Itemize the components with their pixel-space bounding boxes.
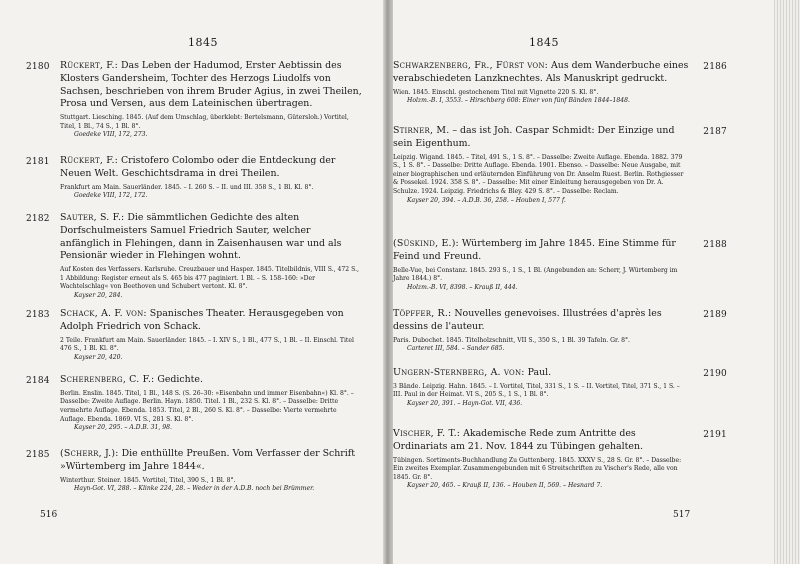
entry-2186 bbox=[393, 60, 727, 106]
entry-title bbox=[393, 308, 689, 334]
entry-author: Schwarzenberg, Fr., Fürst von: bbox=[393, 60, 549, 71]
entry-author: (Süskind, E.): bbox=[393, 238, 459, 249]
entry-title-text: Spanisches Theater. Herausgegeben von Adolph Friedrich von Schack. bbox=[60, 308, 344, 332]
entry-number: 2181 bbox=[26, 157, 50, 167]
entry-number: 2185 bbox=[26, 450, 50, 460]
left-page-number: 516 bbox=[40, 510, 58, 520]
entry-title-text: Die sämmtlichen Gedichte des alten Dorfschulmeisters Samuel Friedrich Sauter, welcher anfänglich in Flehingen, dann in Zaisenhausen war und als Pensionär wieder in Flehingen wohnt. bbox=[60, 212, 342, 262]
entry-meta: Frankfurt am Main. Sauerländer. 1845. – I. 260 S. – II. und III. 358 S., 1 Bl. Kl. 8°. bbox=[60, 183, 314, 191]
entry-author: Vischer, F. T.: bbox=[393, 428, 461, 439]
entry-refs: Kayser 20, 465. – Krauß II, 136. – Houben II, 569. – Hesnard 7. bbox=[407, 482, 603, 490]
entry-2188 bbox=[393, 238, 727, 292]
entry-title-text: Cristofero Colombo oder die Entdeckung der Neuen Welt. Geschichtsdrama in drei Theilen. bbox=[60, 155, 336, 179]
entry-meta: Paris. Dubochet. 1845. Titelholzschnitt, VII S., 350 S., 1 Bl. 39 Tafeln. Gr. 8°. bbox=[393, 336, 630, 344]
entry-refs: Kayser 20, 284. bbox=[74, 291, 123, 299]
entry-number: 2191 bbox=[703, 430, 727, 440]
entry-2182 bbox=[26, 212, 363, 301]
right-page bbox=[393, 0, 800, 564]
right-page-year: 1845 bbox=[529, 36, 559, 49]
entry-meta: 2 Teile. Frankfurt am Main. Sauerländer. 1845. – I. XIV S., 1 Bl., 477 S., 1 Bl. – II. Einschl. Titel 476 S., 1 Bl. Kl. 8°. bbox=[60, 336, 354, 353]
entry-meta: Leipzig. Wigand. 1845. – Titel, 491 S., 1 S. 8°. – Dasselbe: Zweite Auflage. Ebenda. 1882. 379 S., 1 S. 8°. – Dasselbe: Dritte Auflage. Ebenda. 1901. Ebenso. – Dasselbe: Neue Ausgabe, mit einer biographischen und erläuternden Einführung von Dr. Anselm Ruest. Berlin. Rothgiesser & Possekel. 1924. 358 S. 8°. – Dasselbe: Mit einer Einleitung herausgegeben von Dr. A. Schulze. 1924. Leipzig. Friedrichs & Bley. 429 S. 8°. – Dasselbe: Reclam. bbox=[393, 153, 684, 195]
entry-number: 2180 bbox=[26, 62, 50, 72]
entry-meta: Tübingen. Sortiments-Buchhandlung Zu Guttenberg. 1845. XXXV S., 28 S. Gr. 8°. – Dasselbe: Ein zweites Exemplar. Zusammengebunden mit 6 Streitschriften zu Vischer's Rede, alle von 1845. Gr. 8°. bbox=[393, 456, 682, 481]
entry-meta: 3 Bände. Leipzig. Hahn. 1845. – I. Vortitel, Titel, 331 S., 1 S. – II. Vortitel, Titel, 371 S., 1 S. – III. Paul in der Heimat. VI S., 205 S., 1 S., 1 Bl. 8°. bbox=[393, 382, 680, 399]
entry-author: (Scherr, J.): bbox=[60, 448, 119, 459]
entry-title bbox=[60, 308, 363, 334]
entry-2181 bbox=[26, 155, 363, 201]
entry-refs: Kayser 20, 295. – A.D.B. 31, 98. bbox=[74, 424, 172, 432]
entry-2184 bbox=[26, 374, 363, 433]
entry-title-text: Gedichte. bbox=[157, 374, 203, 385]
entry-refs: Kayser 20, 420. bbox=[74, 353, 123, 361]
entry-title bbox=[60, 212, 363, 263]
entry-2189 bbox=[393, 308, 727, 354]
entry-meta: Auf Kosten des Verfassers. Karlsruhe. Creuzbauer und Hasper. 1845. Titelbildnis, VIII S., 472 S., 1 Abbildung: Register erneut als S. 465 bis 477 paginiert. 1 Bl. – S. 158–160: »Der Wachtelschlag« von Beethoven und Schubert vertont. Kl. 8°. bbox=[60, 266, 359, 291]
entry-title-text: Würtemberg im Jahre 1845. Eine Stimme für Feind und Freund. bbox=[393, 238, 676, 262]
entry-refs: Goedeke VIII, 172, 172. bbox=[74, 192, 148, 200]
entry-author: Rückert, F.: bbox=[60, 155, 119, 166]
entry-title bbox=[393, 125, 689, 151]
entry-2183 bbox=[26, 308, 363, 362]
entry-refs: Kayser 20, 394. – A.D.B. 36, 258. – Houben I, 577 f. bbox=[407, 196, 566, 204]
entry-title bbox=[60, 374, 363, 387]
entry-number: 2184 bbox=[26, 376, 50, 386]
left-page-year: 1845 bbox=[188, 36, 218, 49]
entry-title bbox=[393, 60, 689, 86]
entry-title bbox=[60, 448, 363, 474]
entry-2191 bbox=[393, 428, 727, 491]
entry-title bbox=[393, 428, 689, 454]
book-gutter bbox=[383, 0, 393, 564]
entry-refs: Hayn-Got. VI, 288. – Klinke 224, 28. – Weder in der A.D.B. noch bei Brümmer. bbox=[74, 485, 315, 493]
entry-number: 2189 bbox=[703, 310, 727, 320]
entry-title-text: Die enthüllte Preußen. Vom Verfasser der Schrift »Würtemberg im Jahre 1844«. bbox=[60, 448, 356, 472]
entry-meta: Belle-Vue, bei Constanz. 1845. 293 S., 1 S., 1 Bl. (Angebunden an: Scherr, J. Würtemberg im Jahre 1844.) 8°. bbox=[393, 266, 678, 283]
entry-title bbox=[393, 367, 689, 380]
entry-meta: Wien. 1845. Einschl. gestochenem Titel mit Vignette 220 S. Kl. 8°. bbox=[393, 88, 599, 96]
entry-author: Stirner, M. bbox=[393, 125, 450, 136]
entry-title bbox=[393, 238, 689, 264]
entry-title-text: – das ist Joh. Caspar Schmidt: Der Einzige und sein Eigenthum. bbox=[393, 125, 675, 149]
entry-author: Schack, A. F. von: bbox=[60, 308, 147, 319]
entry-meta: Winterthur. Steiner. 1845. Vortitel, Titel, 390 S., 1 Bl. 8°. bbox=[60, 476, 236, 484]
entry-meta: Berlin. Enslin. 1845. Titel, 1 Bl., 148 S. (S. 26–30: »Eisenbahn und immer Eisenbahn«) Kl. 8°. – Dasselbe: Zweite Auflage. Berlin. Hayn. 1850. Titel. 1 Bl., 232 S. Kl. 8°. – Dasselbe: Dritte vermehrte Auflage. Ebenda. 1853. Titel, 2 Bl., 260 S. Kl. 8°. – Dasselbe: Vierte vermehrte Auflage. Ebenda. 1869. VI S., 281 S. Kl. 8°. bbox=[60, 389, 354, 423]
right-page-number: 517 bbox=[673, 510, 691, 520]
entry-number: 2190 bbox=[703, 369, 727, 379]
entry-number: 2186 bbox=[703, 62, 727, 72]
left-page bbox=[0, 0, 383, 564]
entry-2185 bbox=[26, 448, 363, 494]
entry-author: Scherenberg, C. F.: bbox=[60, 374, 155, 385]
entry-title-text: Aus dem Wanderbuche eines verabschiedeten Lanzknechtes. Als Manuskript gedruckt. bbox=[393, 60, 689, 84]
entry-title-text: Das Leben der Hadumod, Erster Aebtissin des Klosters Gandersheim, Tochter des Herzogs Liudolfs von Sachsen, beschrieben von ihrem Bruder Agius, in zwei Theilen, Prosa und Versen, aus dem Lateinischen übertragen. bbox=[60, 60, 362, 110]
entry-title bbox=[60, 155, 363, 181]
entry-author: Sauter, S. F.: bbox=[60, 212, 125, 223]
entry-author: Rückert, F.: bbox=[60, 60, 119, 71]
entry-title-text: Nouvelles genevoises. Illustrées d'après les dessins de l'auteur. bbox=[393, 308, 662, 332]
entry-2180 bbox=[26, 60, 363, 140]
entry-number: 2182 bbox=[26, 214, 50, 224]
entry-2187 bbox=[393, 125, 727, 205]
page-edge-shadow bbox=[774, 0, 800, 564]
entry-refs: Carteret III, 584. – Sander 685. bbox=[407, 345, 505, 353]
entry-refs: Holzm.-B. VI, 8398. – Krauß II, 444. bbox=[407, 283, 518, 291]
entry-title bbox=[60, 60, 363, 111]
entry-title-text: Paul. bbox=[527, 367, 552, 378]
entry-number: 2188 bbox=[703, 240, 727, 250]
entry-author: Ungern-Sternberg, A. von: bbox=[393, 367, 525, 378]
entry-author: Töpffer, R.: bbox=[393, 308, 452, 319]
entry-2190 bbox=[393, 367, 727, 409]
entry-refs: Kayser 20, 391. – Hayn-Got. VII, 436. bbox=[407, 399, 523, 407]
entry-title-text: Akademische Rede zum Antritte des Ordinariats am 21. Nov. 1844 zu Tübingen gehalten. bbox=[393, 428, 643, 452]
entry-number: 2183 bbox=[26, 310, 50, 320]
entry-refs: Goedeke VIII, 172, 273. bbox=[74, 131, 148, 139]
entry-number: 2187 bbox=[703, 127, 727, 137]
entry-meta: Stuttgart. Liesching. 1845. (Auf dem Umschlag, überklebt: Bertelsmann, Gütersloh.) Vortitel, Titel, 1 Bl., 74 S., 1 Bl. 8°. bbox=[60, 114, 349, 130]
entry-refs: Holzm.-B. I, 3553. – Hirschberg 608: Einer von fünf Bänden 1844–1848. bbox=[407, 97, 630, 105]
